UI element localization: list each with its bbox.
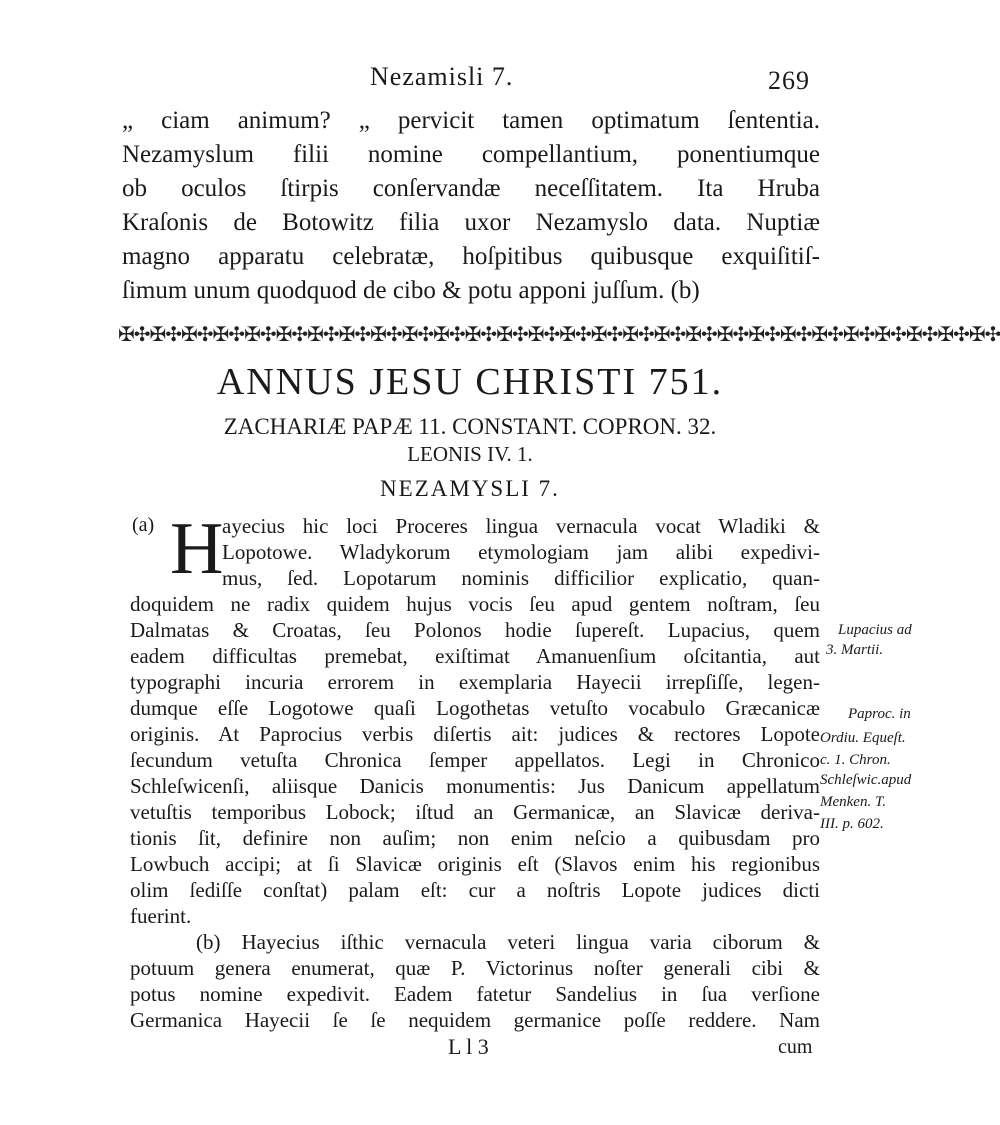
footnote-b-line: (b) Hayecius iſthic vernacula veteri lingua varia ciborum & — [196, 930, 820, 954]
footnote-a-line: doquidem ne radix quidem hujus vocis ſeu apud gentem noſtram, ſeu — [130, 592, 820, 616]
main-text-line: ob oculos ſtirpis conſervandæ neceſſitatem. Ita Hruba — [122, 175, 820, 202]
footnote-a-line: ayecius hic loci Proceres lingua vernacula vocat Wladiki & — [222, 514, 820, 538]
footnote-a-line: fuerint. — [130, 904, 192, 928]
ornament-band: ✠✣✠✣✠✣✠✣✠✣✠✣✠✣✠✣✠✣✠✣✠✣✠✣✠✣✠✣✠✣✠✣✠✣✠✣✠✣✠✣✠✣✠✣✠✣✠✣✠✣✠✣✠✣✠✣ — [118, 324, 1000, 346]
signature-mark: L l 3 — [448, 1034, 489, 1059]
footnote-a-line: Lowbuch accipi; at ſi Slavicæ originis eſt (Slavos enim his regionibus — [130, 852, 820, 876]
section-subtitle-2: LEONIS IV. 1. — [407, 442, 533, 466]
main-text-line: Kraſonis de Botowitz filia uxor Nezamyslo data. Nuptiæ — [122, 209, 820, 236]
section-subtitle-3: NEZAMYSLI 7. — [380, 476, 560, 501]
margin-note: Ordiu. Equeſt. — [820, 730, 906, 746]
footnote-a-line: mus, ſed. Lopotarum nominis difficilior explicatio, quan- — [222, 566, 820, 590]
footnote-a-line: eadem difficultas premebat, exiſtimat Amanuenſium oſcitantia, aut — [130, 644, 820, 668]
main-text-line: magno apparatu celebratæ, hoſpitibus quibusque exquiſitiſ- — [122, 243, 820, 270]
footnote-a-line: Dalmatas & Croatas, ſeu Polonos hodie ſupereſt. Lupacius, quem — [130, 618, 820, 642]
margin-note: 3. Martii. — [826, 642, 884, 658]
footnote-a-line: ſecundum vetuſta Chronica ſemper appellatos. Legi in Chronico — [130, 748, 820, 772]
footnote-a-line: olim ſediſſe conſtat) palam eſt: cur a noſtris Lopote judices dicti — [130, 878, 820, 902]
footnote-b-line: potuum genera enumerat, quæ P. Victorinus noſter generali cibi & — [130, 956, 820, 980]
main-text-line: ſimum unum quodquod de cibo & potu apponi juſſum. (b) — [122, 277, 700, 304]
drop-cap: H — [170, 508, 224, 590]
margin-note: Menken. T. — [820, 794, 886, 810]
footnote-a-line: originis. At Paprocius verbis diſertis ait: judices & rectores Lopote — [130, 722, 820, 746]
catchword: cum — [778, 1036, 813, 1058]
footnote-a-line: tionis ſit, definire non auſim; non enim neſcio a quibusdam pro — [130, 826, 820, 850]
margin-note: III. p. 602. — [820, 816, 884, 832]
running-title: Nezamisli 7. — [370, 62, 514, 91]
margin-note: Schleſwic.apud — [820, 772, 912, 788]
footnote-a-marker: (a) — [132, 514, 155, 536]
margin-note: Lupacius ad — [838, 622, 912, 638]
footnote-a-line: vetuſtis temporibus Lobock; iſtud an Germanicæ, an Slavicæ deriva- — [130, 800, 820, 824]
footnote-a-line: typographi incuria errorem in exemplaria Hayecii irrepſiſſe, legen- — [130, 670, 820, 694]
footnote-b-line: potus nomine expedivit. Eadem fatetur Sandelius in ſua verſione — [130, 982, 820, 1006]
section-subtitle-1: ZACHARIÆ PAPÆ 11. CONSTANT. COPRON. 32. — [223, 414, 717, 439]
section-title: ANNUS JESU CHRISTI 751. — [216, 361, 724, 403]
footnote-a-line: dumque eſſe Logotowe quaſi Logothetas vetuſto vocabulo Græcanicæ — [130, 696, 820, 720]
main-text-line: Nezamyslum filii nomine compellantium, ponentiumque — [122, 141, 820, 168]
footnote-a-line: Lopotowe. Wladykorum etymologiam jam alibi expedivi- — [222, 540, 820, 564]
footnote-b-line: Germanica Hayecii ſe ſe nequidem germanice poſſe reddere. Nam — [130, 1008, 820, 1032]
page-number: 269 — [768, 66, 810, 95]
footnote-a-line: Schleſwicenſi, aliisque Danicis monumentis: Jus Danicum appellatum — [130, 774, 820, 798]
main-text-line: „ ciam animum? „ pervicit tamen optimatum ſententia. — [122, 107, 820, 134]
margin-note: c. 1. Chron. — [820, 752, 891, 768]
margin-note: Paproc. in — [848, 706, 911, 722]
